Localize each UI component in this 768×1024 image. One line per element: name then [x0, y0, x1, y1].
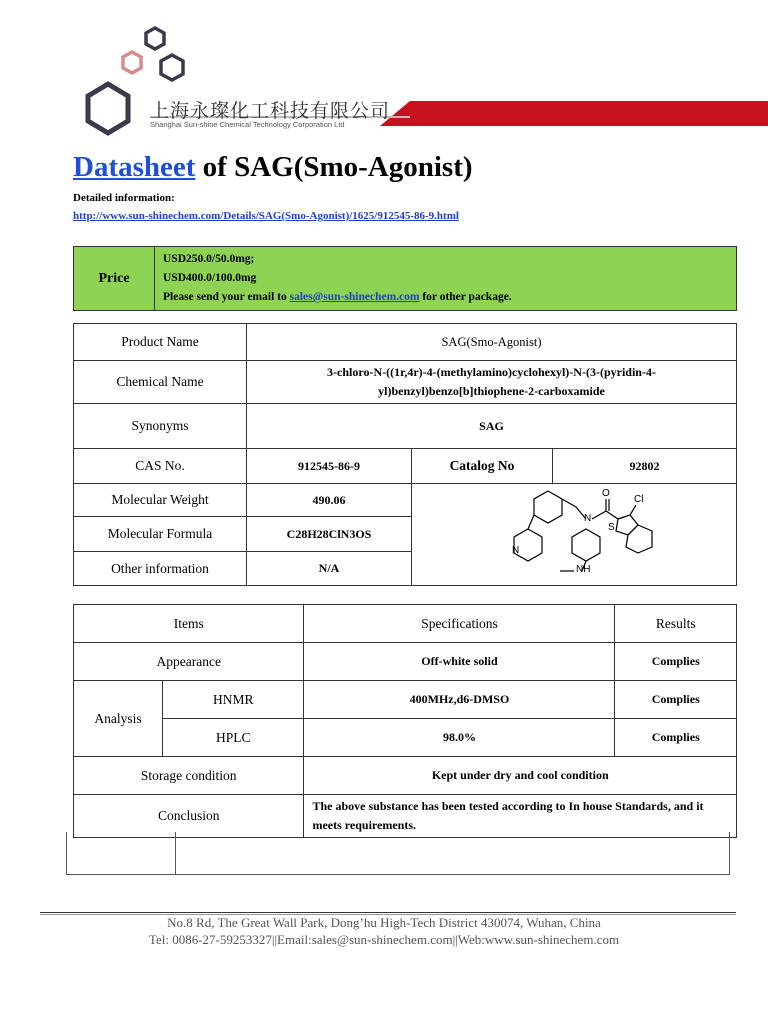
- structure-cell: [412, 484, 737, 586]
- price-line-1: USD250.0/50.0mg;: [163, 253, 255, 265]
- synonyms-label: Synonyms: [74, 404, 247, 449]
- hnmr-result: Complies: [615, 681, 737, 719]
- molecular-formula-value: C28H28ClN3OS: [247, 517, 412, 552]
- price-line-3-suffix: for other package.: [419, 291, 512, 303]
- product-name-value: SAG(Smo-Agonist): [247, 324, 737, 361]
- title-rest: of SAG(Smo-Agonist): [195, 151, 473, 183]
- storage-label: Storage condition: [74, 757, 304, 795]
- detail-label: Detailed information:: [73, 192, 175, 204]
- chemical-name-value: [247, 361, 737, 404]
- molecular-formula-label: Molecular Formula: [74, 517, 247, 552]
- atom-pyridine-n: N: [512, 545, 520, 556]
- signature-box: [66, 832, 730, 875]
- detail-url-link[interactable]: http://www.sun-shinechem.com/Details/SAG(Smo-Agonist)/1625/912545-86-9.html: [73, 210, 459, 222]
- product-table: [73, 323, 737, 586]
- header-items: Items: [74, 605, 304, 643]
- analysis-label: Analysis: [74, 681, 163, 757]
- header-accent-bar: [380, 101, 768, 126]
- molecular-weight-label: Molecular Weight: [74, 484, 247, 517]
- chemical-structure-image: [412, 485, 736, 585]
- hplc-result: Complies: [615, 719, 737, 757]
- company-name-cn: 上海永璨化工科技有限公司: [150, 100, 391, 122]
- sales-email-link[interactable]: sales@sun-shinechem.com: [289, 291, 420, 303]
- cas-label: CAS No.: [74, 449, 247, 484]
- storage-spec: Kept under dry and cool condition: [304, 757, 737, 795]
- appearance-spec: Off-white solid: [304, 643, 615, 681]
- specifications-table: [73, 604, 737, 838]
- synonyms-value: SAG: [247, 404, 737, 449]
- other-info-value: N/A: [247, 552, 412, 586]
- cas-value: 912545-86-9: [247, 449, 412, 484]
- hnmr-spec: 400MHz,d6-DMSO: [304, 681, 615, 719]
- catalog-label: Catalog No: [412, 449, 553, 484]
- signature-box-divider: [175, 832, 176, 874]
- hnmr-label: HNMR: [163, 681, 304, 719]
- other-info-label: Other information: [74, 552, 247, 586]
- chemical-name-line-1: 3-chloro-N-((1r,4r)-4-(methylamino)cyclohexyl)-N-(3-(pyridin-4-: [327, 365, 656, 379]
- price-table: [73, 246, 737, 311]
- molecular-weight-value: 490.06: [247, 484, 412, 517]
- header-results: Results: [615, 605, 737, 643]
- appearance-label: Appearance: [74, 643, 304, 681]
- price-info: [155, 247, 737, 311]
- hplc-spec: 98.0%: [304, 719, 615, 757]
- price-line-3: [163, 288, 728, 307]
- catalog-value: 92802: [553, 449, 737, 484]
- footer-address: No.8 Rd, The Great Wall Park, Dong’hu High-Tech District 430074, Wuhan, China: [167, 915, 601, 930]
- appearance-result: Complies: [615, 643, 737, 681]
- atom-n: N: [584, 513, 592, 524]
- chemical-name-line-2: yl)benzyl)benzo[b]thiophene-2-carboxamide: [378, 384, 605, 398]
- conclusion-line-2: meets requirements.: [312, 818, 416, 832]
- product-name-label: Product Name: [74, 324, 247, 361]
- price-label: Price: [74, 247, 155, 311]
- datasheet-link[interactable]: Datasheet: [73, 151, 196, 183]
- atom-s: S: [608, 522, 615, 533]
- atom-nh: NH: [576, 564, 591, 575]
- header-specifications: Specifications: [304, 605, 615, 643]
- price-line-2: USD400.0/100.0mg: [163, 272, 257, 284]
- hplc-label: HPLC: [163, 719, 304, 757]
- footer-contact: Tel: 0086-27-59253327||Email:sales@sun-shinechem.com||Web:www.sun-shinechem.com: [148, 932, 620, 947]
- company-name-en: Shanghai Sun-shine Chemical Technology Corporation Ltd: [150, 120, 345, 129]
- conclusion-line-1: The above substance has been tested according to In house Standards, and it: [312, 799, 704, 813]
- footer-divider: [40, 912, 736, 913]
- atom-o: O: [602, 488, 610, 499]
- page-title: [73, 151, 473, 184]
- conclusion-label: Conclusion: [74, 795, 304, 838]
- chemical-name-label: Chemical Name: [74, 361, 247, 404]
- atom-cl: Cl: [634, 494, 644, 505]
- price-line-3-prefix: Please send your email to: [163, 291, 290, 303]
